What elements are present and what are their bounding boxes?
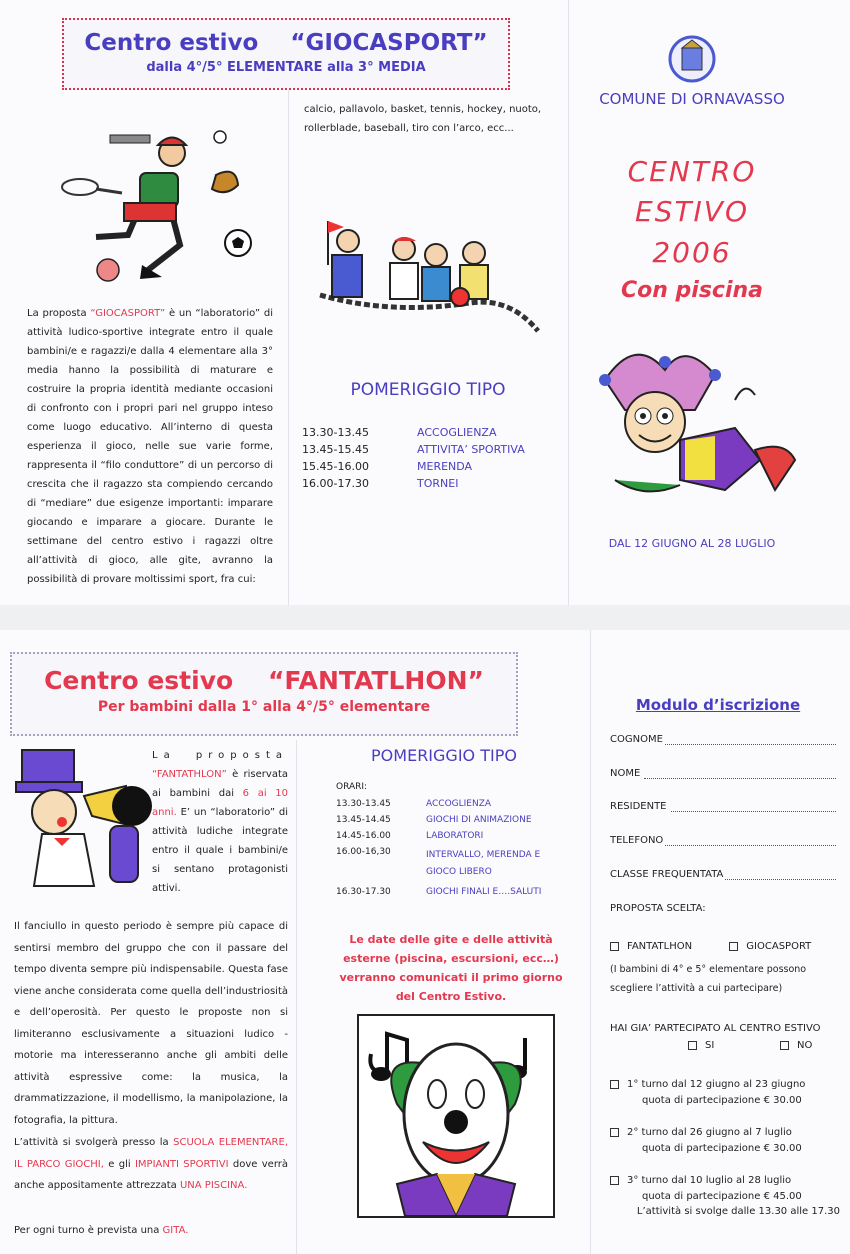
schedule-row bbox=[336, 884, 572, 900]
field-nome[interactable] bbox=[610, 768, 836, 779]
checkbox[interactable] bbox=[610, 942, 619, 951]
fantathlon-title: Centro estivo “FANTATLHON” bbox=[44, 666, 484, 695]
field-telefono[interactable] bbox=[610, 835, 836, 846]
option-label: FANTATLHON bbox=[627, 941, 693, 952]
participated-question: HAI GIA’ PARTECIPATO AL CENTRO ESTIVO bbox=[610, 1023, 821, 1034]
field-label: CLASSE FREQUENTATA bbox=[610, 869, 724, 880]
option-fantathlon[interactable] bbox=[610, 941, 692, 952]
schedule-time: 13.45-15.45 bbox=[302, 443, 369, 456]
panel-divider bbox=[296, 740, 297, 1254]
schedule-activity: TORNEI bbox=[417, 477, 459, 490]
para3-highlight-pool: UNA PISCINA. bbox=[179, 1180, 248, 1191]
para3-mid2: dove verrà anche appositamente attrezzata bbox=[14, 1158, 289, 1191]
para3-highlight-sports: IMPIANTI SPORTIVI bbox=[134, 1158, 229, 1170]
turn-option[interactable] bbox=[610, 1077, 840, 1109]
form-title: Modulo d’iscrizione bbox=[635, 696, 801, 714]
para1-highlight-name: “FANTATHLON” bbox=[152, 769, 227, 780]
schedule-row bbox=[302, 424, 525, 441]
fantathlon-schedule bbox=[336, 796, 572, 900]
para4-lead: Per ogni turno è prevista una bbox=[14, 1225, 163, 1236]
option-giocasport[interactable] bbox=[729, 941, 811, 952]
para1-lead: La proposta bbox=[152, 750, 288, 761]
giocasport-header-box bbox=[62, 18, 510, 90]
schedule-row bbox=[302, 458, 525, 475]
checkbox[interactable] bbox=[729, 942, 738, 951]
field-classe[interactable] bbox=[610, 869, 836, 880]
turn-option[interactable] bbox=[610, 1125, 840, 1157]
panel-divider bbox=[568, 0, 569, 605]
tug-of-war-illustration bbox=[310, 205, 550, 345]
fantathlon-para2: Il fanciullo in questo periodo è sempre più capace di sentirsi membro del gruppo che con il passare del tempo diventa sempre più indispensabile. Questa fase viene anche considerata come quella dell’industriosità e dell’operosità. Per questo le proposte non si limiteranno esclusivamente a situazioni ludico - motorie ma interesseranno anche gli ambiti delle attività espressive come: la musica, la drammatizzazione, il modellismo, la manipolazione, la fotografia, la pittura. bbox=[14, 921, 288, 1126]
schedule-row bbox=[336, 812, 572, 828]
sports-player-illustration bbox=[40, 125, 260, 290]
trip-dates-notice: Le date delle gite e delle attività esterne (piscina, escursioni, ecc…) verranno comunicati il primo giorno del Centro Estivo. bbox=[339, 933, 563, 1003]
para3-lead: L’attività si svolgerà presso la bbox=[14, 1137, 174, 1148]
turn-dates: 3° turno dal 10 luglio al 28 luglio bbox=[627, 1175, 792, 1186]
choice-options bbox=[610, 941, 811, 952]
municipal-crest-icon bbox=[668, 34, 716, 84]
field-residente[interactable] bbox=[610, 801, 836, 812]
no-label: NO bbox=[797, 1040, 813, 1051]
yes-label: SI bbox=[705, 1040, 715, 1051]
form-footer: L’attività si svolge dalle 13.30 alle 17.30 bbox=[636, 1206, 840, 1217]
schedule-time: 16.30-17.30 bbox=[336, 887, 391, 897]
giocasport-schedule bbox=[302, 424, 525, 492]
sports-list: calcio, pallavolo, basket, tennis, hockey, nuoto, rollerblade, baseball, tiro con l’arco, ecc... bbox=[304, 104, 542, 134]
field-label: NOME bbox=[610, 768, 641, 779]
checkbox[interactable] bbox=[688, 1041, 697, 1050]
schedule-activity: LABORATORI bbox=[426, 831, 484, 841]
field-label: COGNOME bbox=[610, 734, 663, 745]
schedule-time: 16.00-17.30 bbox=[302, 477, 369, 490]
fantathlon-header-box bbox=[10, 652, 518, 736]
field-label: TELEFONO bbox=[610, 835, 664, 846]
schedule-row bbox=[302, 475, 525, 492]
schedule-row bbox=[336, 796, 572, 812]
schedule-row bbox=[336, 844, 572, 884]
participated-yes[interactable] bbox=[688, 1040, 714, 1051]
schedule-row bbox=[302, 441, 525, 458]
choice-note: (I bambini di 4° e 5° elementare possono scegliere l’attività a cui partecipare) bbox=[610, 964, 807, 994]
participated-no[interactable] bbox=[780, 1040, 812, 1051]
cover-subtitle-pool: Con piscina bbox=[620, 278, 764, 303]
schedule-activity: ATTIVITA’ SPORTIVA bbox=[417, 443, 525, 456]
schedule-time: 16.00-16,30 bbox=[336, 847, 391, 857]
fantathlon-para1 bbox=[152, 746, 288, 898]
giocasport-intro-paragraph bbox=[27, 304, 273, 589]
intro-lead: La proposta bbox=[27, 308, 91, 319]
giocasport-title: Centro estivo “GIOCASPORT” bbox=[84, 30, 488, 56]
cover-title-estivo: ESTIVO bbox=[634, 195, 750, 228]
magician-illustration bbox=[14, 746, 154, 896]
checkbox[interactable] bbox=[610, 1080, 619, 1089]
field-label: RESIDENTE bbox=[610, 801, 667, 812]
schedule-activity: INTERVALLO, MERENDA E GIOCO LIBERO bbox=[426, 850, 541, 877]
para1-highlight-age: 6 ai 10 anni. bbox=[152, 788, 289, 818]
turn-dates: 1° turno dal 12 giugno al 23 giugno bbox=[627, 1079, 806, 1090]
schedule-time: 13.30-13.45 bbox=[302, 426, 369, 439]
jester-illustration bbox=[585, 340, 805, 510]
intro-highlight: “GIOCASPORT” bbox=[90, 308, 166, 319]
turn-fee: quota di partecipazione € 45.00 bbox=[642, 1191, 802, 1202]
field-cognome[interactable] bbox=[610, 734, 836, 745]
orari-label: ORARI: bbox=[336, 782, 368, 792]
para1-mid: è riservata ai bambini dai bbox=[152, 769, 288, 799]
schedule-activity: MERENDA bbox=[417, 460, 473, 473]
bottom-sheet bbox=[0, 630, 850, 1254]
cover-title-centro: CENTRO bbox=[627, 155, 757, 188]
fantathlon-para4 bbox=[14, 1220, 288, 1242]
schedule-time: 13.30-13.45 bbox=[336, 799, 391, 809]
cover-title-year: 2006 bbox=[652, 236, 732, 269]
turn-fee: quota di partecipazione € 30.00 bbox=[642, 1095, 802, 1106]
para3-mid1: e gli bbox=[103, 1158, 135, 1170]
schedule-activity: ACCOGLIENZA bbox=[417, 426, 497, 439]
clown-illustration bbox=[357, 1014, 555, 1218]
panel-divider bbox=[590, 630, 591, 1254]
schedule-row bbox=[336, 828, 572, 844]
schedule-time: 15.45-16.00 bbox=[302, 460, 369, 473]
panel-divider bbox=[288, 90, 289, 605]
turn-dates: 2° turno dal 26 giugno al 7 luglio bbox=[627, 1127, 792, 1138]
choice-label: PROPOSTA SCELTA: bbox=[610, 903, 706, 914]
turn-option[interactable] bbox=[610, 1173, 840, 1205]
checkbox[interactable] bbox=[610, 1176, 619, 1185]
para3-highlight-school: SCUOLA ELEMENTARE, IL PARCO GIOCHI, bbox=[14, 1137, 288, 1170]
checkbox[interactable] bbox=[610, 1128, 619, 1137]
schedule-activity: GIOCHI FINALI E….SALUTI bbox=[426, 887, 542, 897]
para4-highlight-trip: GITA. bbox=[162, 1225, 189, 1236]
option-label: GIOCASPORT bbox=[746, 941, 812, 952]
turn-fee: quota di partecipazione € 30.00 bbox=[642, 1143, 802, 1154]
giocasport-subtitle: dalla 4°/5° ELEMENTARE alla 3° MEDIA bbox=[146, 60, 426, 75]
intro-rest: è un “laboratorio” di attività ludico-sportive integrate entro il quale bambini/e e ragazzi/e dalla 4 elementare alla 3° media hanno la possibilità di maturare e costruire la propria identità mediante occasioni di confronto con i propri pari nel gruppo inteso come luogo educativo. All’interno di questa esperienza il gioco, nelle sue varie forme, rappresenta il “filo conduttore” di un percorso di crescita che il ragazzo sta compiendo cercando di “mediare” due esigenze importanti: imparare giocando e imparare a giocare. Durante le settimane del centro estivo i ragazzi oltre all’attività di gioco, alle gite, avranno la possibilità di provare moltissimi sport, fra cui: bbox=[27, 308, 273, 585]
schedule-activity: GIOCHI DI ANIMAZIONE bbox=[426, 815, 532, 825]
municipality-name: COMUNE DI ORNAVASSO bbox=[599, 90, 785, 108]
schedule-time: 13.45-14.45 bbox=[336, 815, 391, 825]
fantathlon-afternoon-title: POMERIGGIO TIPO bbox=[371, 746, 517, 765]
checkbox[interactable] bbox=[780, 1041, 789, 1050]
fantathlon-subtitle: Per bambini dalla 1° alla 4°/5° elementare bbox=[97, 699, 431, 715]
schedule-time: 14.45-16.00 bbox=[336, 831, 391, 841]
cover-dates: DAL 12 GIUGNO AL 28 LUGLIO bbox=[608, 537, 776, 550]
top-sheet bbox=[0, 0, 850, 605]
para1-rest: E’ un “laboratorio” di attività ludiche integrate entro il quale i bambini/e si sentano protagonisti attivi. bbox=[152, 807, 288, 894]
fantathlon-para3 bbox=[14, 1132, 288, 1197]
schedule-activity: ACCOGLIENZA bbox=[426, 799, 492, 809]
giocasport-afternoon-title: POMERIGGIO TIPO bbox=[350, 380, 506, 400]
